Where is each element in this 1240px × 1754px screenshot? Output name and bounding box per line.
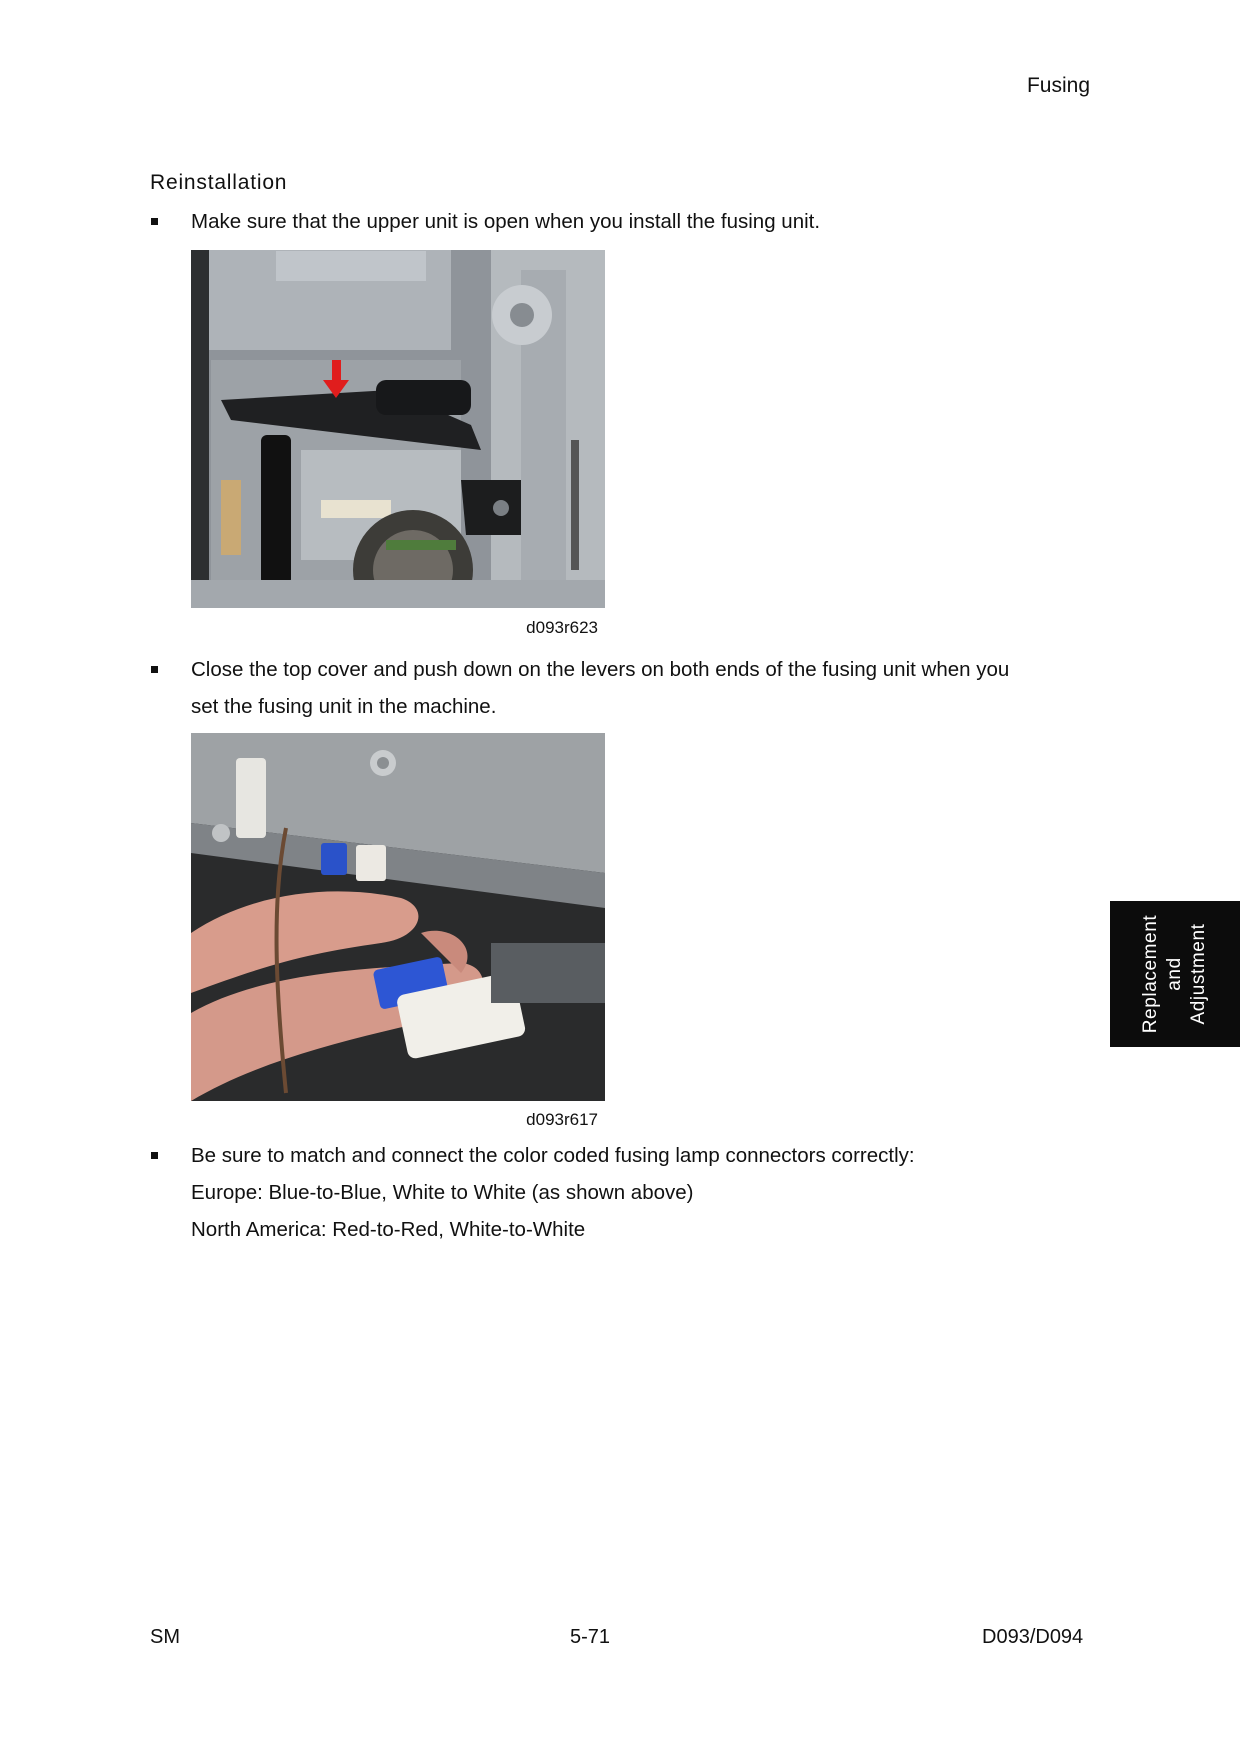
chapter-side-tab-label bbox=[1139, 901, 1211, 1047]
step-3-text-line-1: Be sure to match and connect the color coded fusing lamp connectors correctly: bbox=[191, 1144, 915, 1167]
section-title: Reinstallation bbox=[150, 171, 288, 194]
photo-connectors bbox=[191, 733, 605, 1101]
side-tab-line-1: Replacement bbox=[1140, 914, 1161, 1034]
bullet-marker bbox=[151, 666, 158, 673]
footer-model: D093/D094 bbox=[982, 1626, 1084, 1648]
page-number: 5-71 bbox=[570, 1626, 611, 1648]
figure-2-caption: d093r617 bbox=[526, 1110, 598, 1129]
side-tab-line-2: and bbox=[1164, 957, 1185, 991]
step-1-text: Make sure that the upper unit is open when you install the fusing unit. bbox=[191, 210, 821, 233]
bullet-marker bbox=[151, 218, 158, 225]
step-2-text-line-2: set the fusing unit in the machine. bbox=[191, 695, 497, 718]
photo-upper-unit-open bbox=[191, 250, 605, 608]
side-tab-line-3: Adjustment bbox=[1188, 923, 1209, 1025]
footer-left: SM bbox=[150, 1626, 180, 1648]
step-2-text-line-1: Close the top cover and push down on the levers on both ends of the fusing unit when you bbox=[191, 658, 1010, 681]
photo-connectors-illustration bbox=[191, 733, 605, 1101]
bullet-marker bbox=[151, 1152, 158, 1159]
step-3-text-line-2: Europe: Blue-to-Blue, White to White (as shown above) bbox=[191, 1181, 694, 1204]
photo-upper-unit-open-illustration bbox=[191, 250, 605, 608]
running-header: Fusing bbox=[1026, 74, 1090, 97]
chapter-side-tab bbox=[1110, 901, 1240, 1047]
figure-1-caption: d093r623 bbox=[526, 618, 598, 637]
step-3-text-line-3: North America: Red-to-Red, White-to-White bbox=[191, 1218, 586, 1241]
